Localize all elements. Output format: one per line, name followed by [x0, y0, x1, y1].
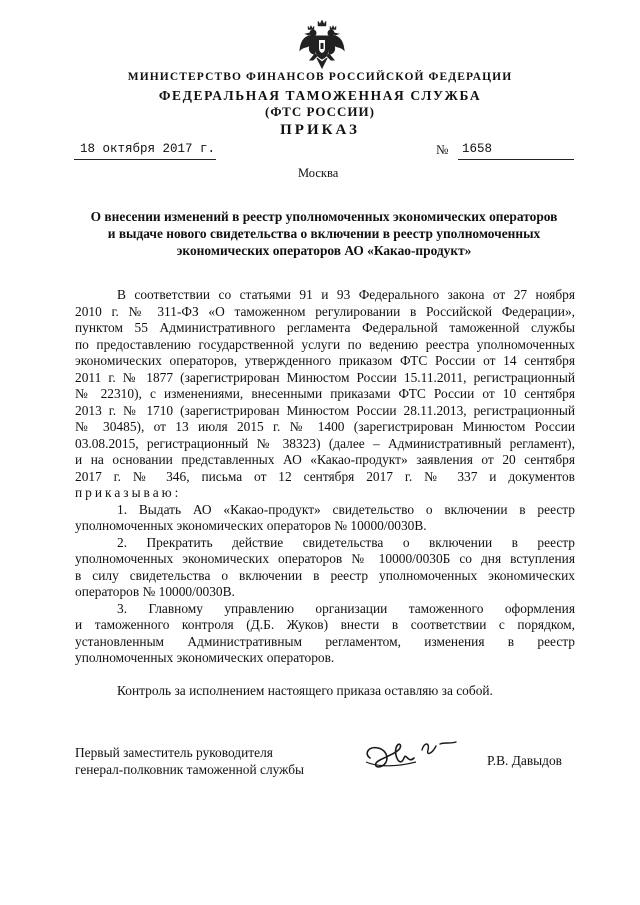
item-line: операторов № 10000/0030В. — [75, 584, 235, 599]
title-line: экономических операторов АО «Какао-продукт» — [176, 243, 472, 258]
item-line: уполномоченных экономических операторов. — [75, 650, 335, 665]
preamble-line: экономических операторов, утвержденного приказом ФТС России от 14 сентября — [75, 353, 575, 368]
signatory-position — [75, 744, 304, 778]
item-line: в силу свидетельства о включении в реестр уполномоченных экономических — [75, 567, 575, 583]
preamble-line: № 30485), от 13 июля 2015 г. № 1400 (зарегистрирован Минюстом России — [75, 419, 575, 434]
preamble-line: 03.08.2015, регистрационный № 38323) (далее – Административный регламент), — [75, 435, 575, 451]
signatory-name: Р.В. Давыдов — [487, 753, 562, 768]
position-line: генерал-полковник таможенной службы — [75, 762, 305, 777]
order-word: приказываю: — [75, 485, 182, 500]
preamble-line: пунктом 55 Административного регламента Федеральной таможенной службы — [75, 320, 575, 335]
double-headed-eagle-emblem-icon — [298, 18, 346, 72]
title-line: и выдаче нового свидетельства о включении в реестр уполномоченных — [107, 226, 541, 241]
preamble-line: 2011 г. № 1877 (зарегистрирован Минюстом России 15.11.2011, регистрационный — [75, 369, 575, 385]
handwritten-signature — [360, 728, 480, 778]
control-line: Контроль за исполнением настоящего приказа оставляю за собой. — [117, 683, 493, 698]
order-body — [75, 287, 575, 700]
item-line: уполномоченных экономических операторов № 10000/0030Б со дня вступления — [75, 551, 575, 566]
item-line: 3. Главному управлению организации таможенного оформления — [117, 600, 575, 616]
paragraph-gap — [75, 667, 575, 684]
preamble-line: В соответствии со статьями 91 и 93 Федерального закона от 27 ноября — [117, 287, 575, 302]
document-type-title: ПРИКАЗ — [280, 122, 360, 138]
title-line: О внесении изменений в реестр уполномоченных экономических операторов — [90, 209, 558, 224]
item-line: 1. Выдать АО «Какао-продукт» свидетельство о включении в реестр — [117, 501, 575, 517]
preamble-line: 2017 г. № 346, письма от 12 сентября 2017 г. № 337 и документов — [75, 468, 575, 484]
preamble-line: № 22310), с изменениями, внесенными приказами ФТС России от 10 сентября — [75, 386, 575, 401]
preamble-line: и на основании представленных АО «Какао-продукт» заявления от 20 сентября — [75, 452, 575, 467]
city-name: Москва — [298, 166, 339, 180]
item-line: установленным Административным регламентом, изменения в реестр — [75, 633, 575, 649]
preamble-line: 2013 г. № 1710 (зарегистрирован Минюстом России 28.11.2013, регистрационный — [75, 402, 575, 418]
item-line: и таможенного контроля (Д.Б. Жуков) внести в соответствии с порядком, — [75, 617, 575, 632]
item-line: 2. Прекратить действие свидетельства о включении в реестр — [117, 534, 575, 550]
preamble-line: по предоставлению государственной услуги по ведению реестра уполномоченных — [75, 336, 575, 352]
item-line: уполномоченных экономических операторов № 10000/0030В. — [75, 518, 427, 533]
service-short-name: (ФТС РОССИИ) — [265, 104, 375, 119]
ministry-name: МИНИСТЕРСТВО ФИНАНСОВ РОССИЙСКОЙ ФЕДЕРАЦИИ — [127, 71, 513, 83]
number-sign: № — [436, 142, 449, 157]
order-date: 18 октября 2017 г. — [80, 142, 216, 156]
service-name: ФЕДЕРАЛЬНАЯ ТАМОЖЕННАЯ СЛУЖБА — [158, 88, 482, 103]
preamble-line: 2010 г. № 311-ФЗ «О таможенном регулировании в Российской Федерации», — [75, 303, 575, 319]
order-title-block — [60, 208, 588, 259]
order-number: 1658 — [462, 142, 493, 156]
position-line: Первый заместитель руководителя — [75, 745, 273, 760]
